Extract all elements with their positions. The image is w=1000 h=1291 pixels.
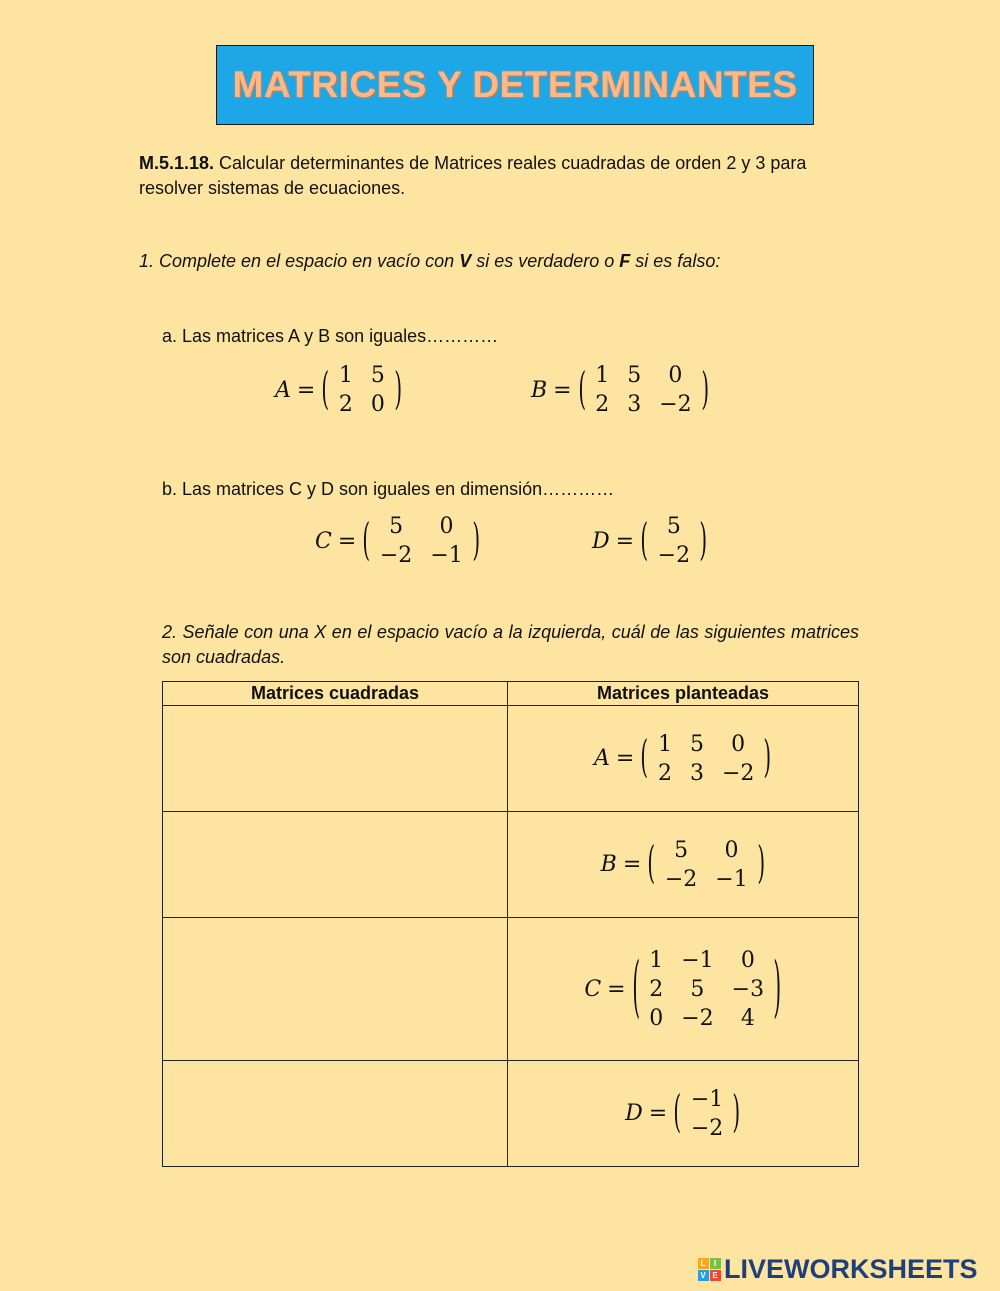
objective-text: Calcular determinantes de Matrices reales cuadradas de orden 2 y 3 para resolver sistemas de ecuaciones. [139,153,807,198]
matrix-c-item-b [315,512,480,570]
logo-text: LIVEWORKSHEETS [724,1254,978,1284]
matrix-entry: −1 [690,1086,724,1112]
matrix-entry: −2 [721,760,755,786]
equals-sign: = [648,1101,668,1126]
equals-sign: = [553,377,572,403]
matrix-entries [586,361,700,419]
q1-mid: si es verdadero o [471,251,620,271]
left-paren: ( [632,951,640,1027]
matrix-name: B [531,377,548,403]
matrix-name: C [584,976,602,1002]
matrix-cell-d [508,1061,859,1167]
right-paren: ) [732,1088,741,1139]
matrix-name: D [592,528,610,554]
matrix-entry: −3 [731,976,765,1002]
matrix-cell-a [508,706,859,812]
answer-cell-a[interactable] [163,706,508,812]
q1-v: V [459,251,472,271]
logo-mark-letter: E [710,1270,721,1281]
equals-sign: = [615,528,635,554]
matrix-entry: 0 [724,837,739,863]
q1-suffix: si es falso: [630,251,721,271]
page-title: MATRICES Y DETERMINANTES [232,64,798,105]
matrix-entry: 0 [668,363,683,388]
right-paren: ) [699,516,708,566]
matrix-entry: 5 [690,976,705,1002]
right-paren: ) [757,839,765,890]
matrix-entry: 2 [338,392,353,417]
objective-code: M.5.1.18. [139,153,215,173]
matrix-entry: 0 [439,514,454,539]
matrix-entry: 2 [649,976,664,1002]
matrix-entry: 5 [689,731,704,757]
matrix-a [508,730,858,788]
matrix-entries [682,1085,732,1143]
logo-mark-icon [697,1258,721,1282]
matrix-entry: 0 [370,392,385,417]
matrix-entry: 5 [627,363,642,388]
matrix-entries [649,512,699,570]
matrix-entry: 1 [649,947,664,973]
matrix-entry: 3 [627,392,642,417]
matrix-cell-b [508,812,859,918]
left-paren: ( [362,516,371,566]
equals-sign: = [337,528,357,554]
matrix-entry: −2 [681,1005,714,1031]
answer-cell-d[interactable] [163,1061,508,1167]
matrix-d-item-b [592,512,708,570]
matrix-entry: 1 [657,731,672,757]
matrix-entry: 1 [338,363,353,388]
question-2-prompt: 2. Señale con una X en el espacio vacío a la izquierda, cuál de las siguientes matrices son cuadradas. [162,622,859,667]
matrices-table [162,681,859,1167]
answer-cell-b[interactable] [163,812,508,918]
q1-prefix: 1. Complete en el espacio en vacío con [139,251,460,271]
col-header-cuadradas: Matrices cuadradas [163,682,508,706]
matrix-entry: 0 [649,1005,664,1031]
col-header-planteadas: Matrices planteadas [508,682,859,706]
logo-mark-letter: L [698,1258,709,1269]
matrix-entry: 5 [370,363,385,388]
matrix-entry: −1 [681,947,714,973]
matrix-d [508,1085,858,1143]
matrix-entry: 0 [731,731,746,757]
right-paren: ) [763,733,772,784]
logo-mark-letter: V [698,1270,709,1281]
left-paren: ( [673,1088,682,1139]
matrix-name: D [625,1101,643,1126]
matrix-entry: −1 [715,866,748,892]
matrix-name: C [315,528,332,554]
matrix-entries [656,836,757,894]
matrix-entry: 3 [689,760,704,786]
matrix-entry: 2 [657,760,672,786]
matrix-entry: −2 [664,866,698,892]
matrix-entries [640,946,773,1033]
equals-sign: = [615,746,635,771]
right-paren: ) [701,365,709,415]
matrix-entry: 0 [740,947,755,973]
matrix-entries [371,512,472,570]
matrix-a-item-a [275,361,403,419]
title-banner [216,45,814,125]
matrix-name: B [600,852,617,877]
left-paren: ( [647,839,656,890]
right-paren: ) [773,951,782,1027]
q1-f: F [619,251,631,271]
matrix-name: A [275,377,291,403]
matrix-entry: −2 [659,392,692,417]
matrix-cell-c [508,918,859,1061]
matrix-name: A [594,746,610,771]
equals-sign: = [296,377,316,403]
matrix-entries [649,730,763,788]
matrix-entry: 5 [389,514,404,539]
matrix-entry: −2 [690,1115,724,1141]
left-paren: ( [321,365,330,415]
logo-mark-letter: I [710,1258,721,1269]
left-paren: ( [578,365,586,415]
question-1-prompt [139,251,720,272]
liveworksheets-logo [697,1254,978,1285]
matrix-entry: 5 [674,837,689,863]
matrix-entry: −2 [657,543,691,568]
right-paren: ) [472,516,480,566]
matrix-entries [330,361,394,419]
objective-statement [139,151,869,201]
matrix-entry: 5 [666,514,681,539]
matrix-entry: 4 [740,1005,755,1031]
matrix-entry: 1 [595,363,610,388]
matrix-c [508,946,858,1033]
item-b-text: b. Las matrices C y D son iguales en dimensión………… [162,479,615,499]
equals-sign: = [622,852,642,877]
matrix-b [508,836,858,894]
matrix-entry: 2 [595,392,610,417]
matrix-entry: −1 [430,543,463,568]
right-paren: ) [394,365,403,415]
equals-sign: = [607,976,626,1002]
left-paren: ( [640,733,649,784]
matrix-entry: −2 [379,543,413,568]
matrix-b-item-a [531,361,709,419]
item-a-text: a. Las matrices A y B son iguales………… [162,326,499,346]
answer-cell-c[interactable] [163,918,508,1061]
left-paren: ( [640,516,649,566]
